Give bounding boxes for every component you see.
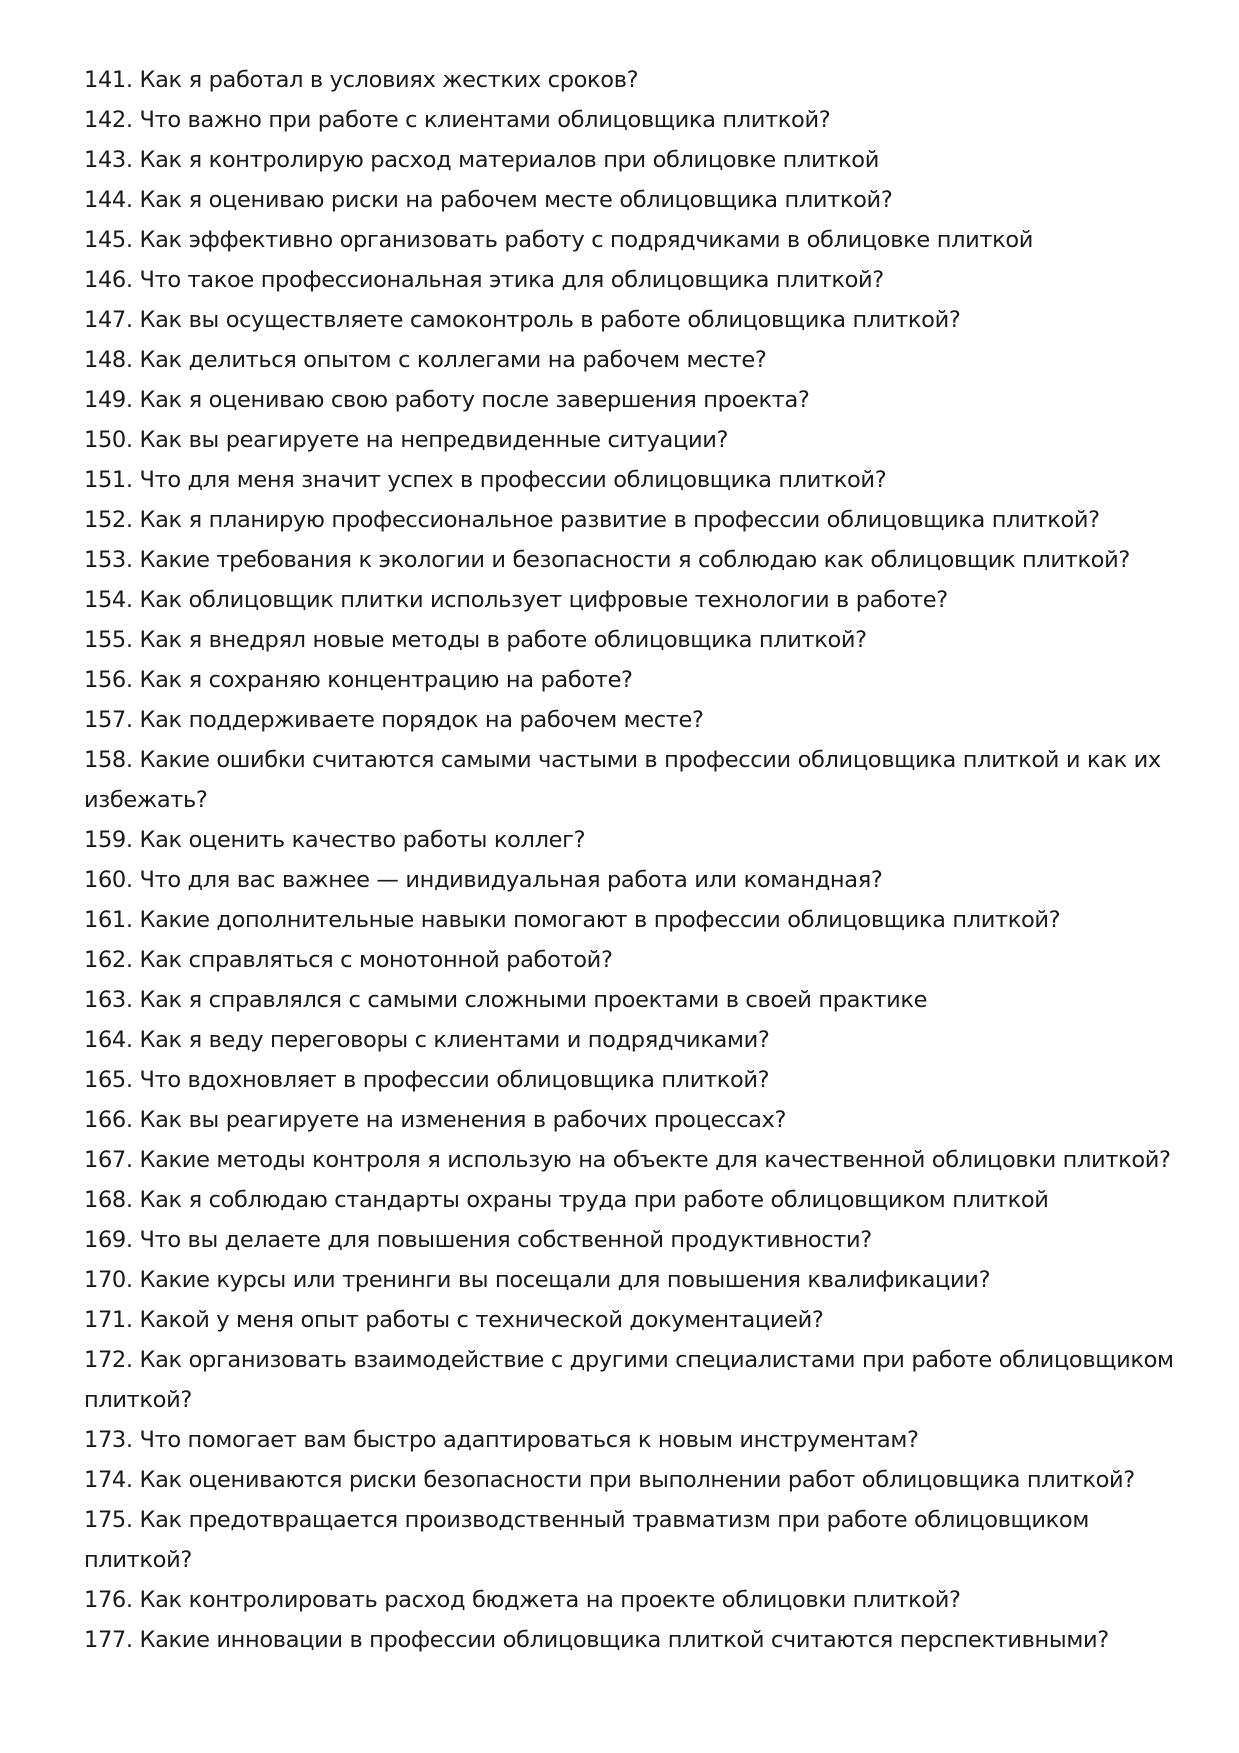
- question-item: 152. Как я планирую профессиональное развитие в профессии облицовщика плиткой?: [84, 507, 1100, 533]
- question-item: 166. Как вы реагируете на изменения в рабочих процессах?: [84, 1107, 787, 1133]
- question-item: 172. Как организовать взаимодействие с другими специалистами при работе облицовщиком плиткой?: [84, 1347, 1174, 1413]
- question-item: 169. Что вы делаете для повышения собственной продуктивности?: [84, 1227, 872, 1253]
- question-item: 167. Какие методы контроля я использую на объекте для качественной облицовки плиткой?: [84, 1147, 1171, 1173]
- question-item: 159. Как оценить качество работы коллег?: [84, 827, 586, 853]
- question-item: 157. Как поддерживаете порядок на рабочем месте?: [84, 707, 704, 733]
- question-item: 168. Как я соблюдаю стандарты охраны труда при работе облицовщиком плиткой: [84, 1187, 1049, 1213]
- question-item: 175. Как предотвращается производственный травматизм при работе облицовщиком плиткой?: [84, 1507, 1089, 1573]
- question-item: 162. Как справляться с монотонной работой?: [84, 947, 613, 973]
- question-item: 174. Как оцениваются риски безопасности при выполнении работ облицовщика плиткой?: [84, 1467, 1135, 1493]
- question-item: 163. Как я справлялся с самыми сложными проектами в своей практике: [84, 987, 928, 1013]
- question-item: 142. Что важно при работе с клиентами облицовщика плиткой?: [84, 107, 831, 133]
- question-item: 146. Что такое профессиональная этика для облицовщика плиткой?: [84, 267, 884, 293]
- question-item: 149. Как я оцениваю свою работу после завершения проекта?: [84, 387, 810, 413]
- question-item: 156. Как я сохраняю концентрацию на работе?: [84, 667, 633, 693]
- question-list: [84, 60, 1174, 1660]
- question-item: 150. Как вы реагируете на непредвиденные ситуации?: [84, 427, 729, 453]
- question-item: 153. Какие требования к экологии и безопасности я соблюдаю как облицовщик плиткой?: [84, 547, 1130, 573]
- question-item: 173. Что помогает вам быстро адаптироваться к новым инструментам?: [84, 1427, 919, 1453]
- question-item: 161. Какие дополнительные навыки помогают в профессии облицовщика плиткой?: [84, 907, 1061, 933]
- question-item: 145. Как эффективно организовать работу с подрядчиками в облицовке плиткой: [84, 227, 1034, 253]
- question-item: 160. Что для вас важнее — индивидуальная работа или командная?: [84, 867, 883, 893]
- question-item: 170. Какие курсы или тренинги вы посещали для повышения квалификации?: [84, 1267, 991, 1293]
- question-item: 147. Как вы осуществляете самоконтроль в работе облицовщика плиткой?: [84, 307, 961, 333]
- question-item: 171. Какой у меня опыт работы с технической документацией?: [84, 1307, 824, 1333]
- question-item: 177. Какие инновации в профессии облицовщика плиткой считаются перспективными?: [84, 1627, 1109, 1653]
- question-item: 154. Как облицовщик плитки использует цифровые технологии в работе?: [84, 587, 948, 613]
- question-item: 144. Как я оцениваю риски на рабочем месте облицовщика плиткой?: [84, 187, 893, 213]
- question-item: 165. Что вдохновляет в профессии облицовщика плиткой?: [84, 1067, 770, 1093]
- question-item: 164. Как я веду переговоры с клиентами и подрядчиками?: [84, 1027, 770, 1053]
- question-item: 155. Как я внедрял новые методы в работе облицовщика плиткой?: [84, 627, 867, 653]
- question-item: 158. Какие ошибки считаются самыми частыми в профессии облицовщика плиткой и как их избежать?: [84, 747, 1161, 813]
- question-item: 143. Как я контролирую расход материалов при облицовке плиткой: [84, 147, 879, 173]
- question-item: 176. Как контролировать расход бюджета на проекте облицовки плиткой?: [84, 1587, 961, 1613]
- question-item: 151. Что для меня значит успех в профессии облицовщика плиткой?: [84, 467, 887, 493]
- question-item: 141. Как я работал в условиях жестких сроков?: [84, 67, 639, 93]
- question-item: 148. Как делиться опытом с коллегами на рабочем месте?: [84, 347, 767, 373]
